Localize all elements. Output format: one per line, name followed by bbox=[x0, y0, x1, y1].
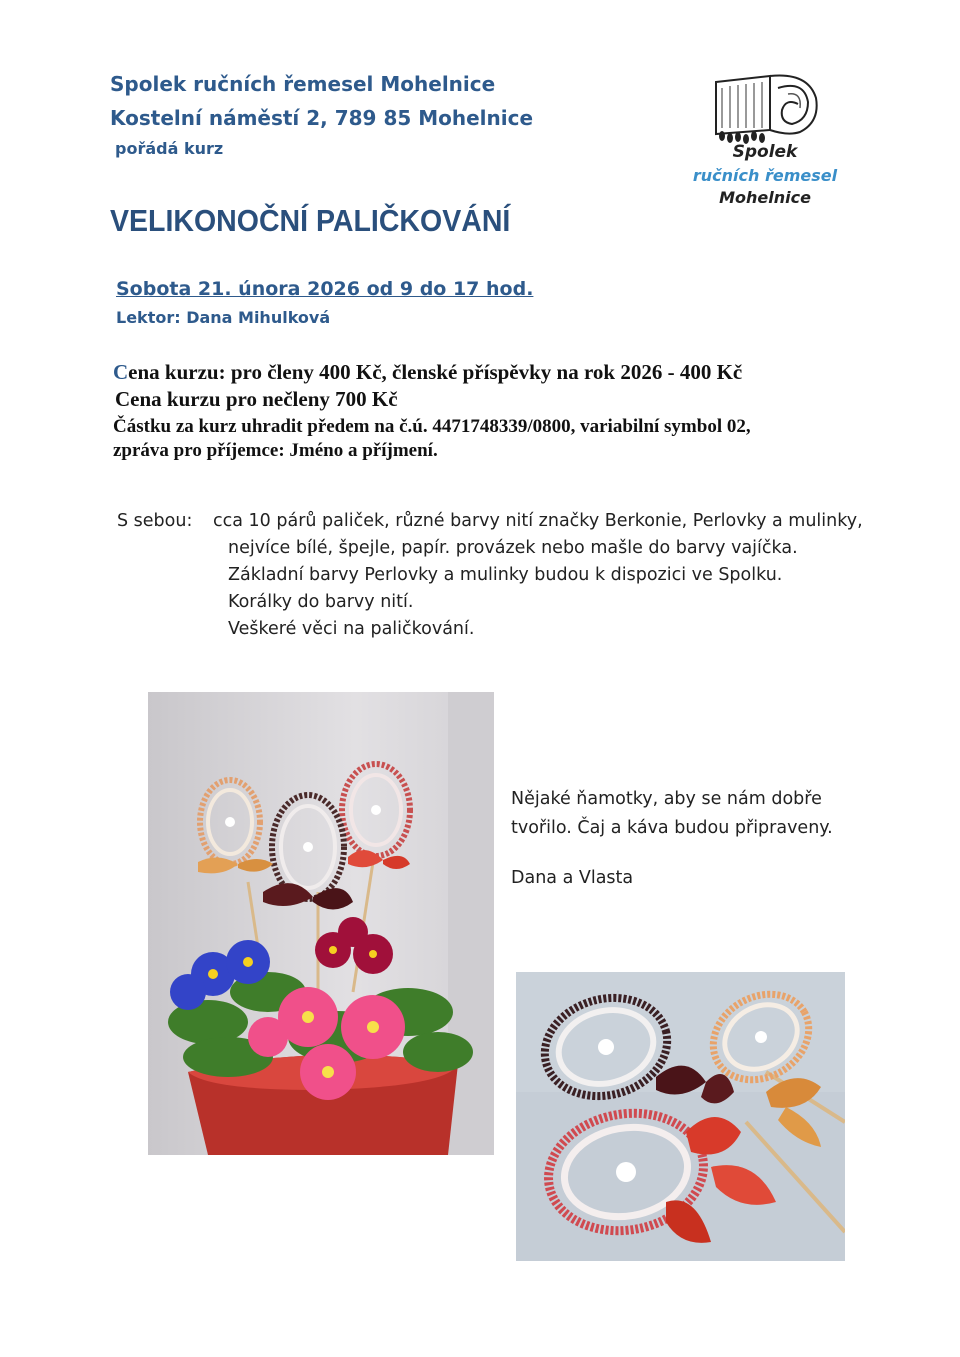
price-non-members: Cena kurzu pro nečleny 700 Kč bbox=[115, 387, 398, 411]
price-members-initial: C bbox=[113, 360, 129, 384]
price-members-text: ena kurzu: pro členy 400 Kč, členské příspěvky na rok 2026 - 400 Kč bbox=[128, 360, 743, 384]
bring-line-1: cca 10 párů paliček, různé barvy nití značky Berkonie, Perlovky a mulinky, bbox=[213, 511, 863, 531]
price-members bbox=[113, 360, 742, 385]
payment-message: zpráva pro příjemce: Jméno a příjmení. bbox=[113, 440, 438, 461]
logo-line2: ručních řemesel bbox=[692, 166, 838, 185]
bring-line-5: Veškeré věci na paličkování. bbox=[228, 619, 475, 639]
note-line-1: Nějaké ňamotky, aby se nám dobře bbox=[511, 789, 822, 809]
logo-line3: Mohelnice bbox=[719, 188, 811, 207]
course-title: VELIKONOČNÍ PALIČKOVÁNÍ bbox=[110, 203, 511, 238]
org-name: Spolek ručních řemesel Mohelnice bbox=[110, 72, 496, 96]
note-signature: Dana a Vlasta bbox=[511, 868, 634, 888]
bring-line-2: nejvíce bílé, špejle, papír. provázek nebo mašle do barvy vajíčka. bbox=[228, 538, 798, 558]
payment-instructions: Částku za kurz uhradit předem na č.ú. 4471748339/0800, variabilní symbol 02, bbox=[113, 416, 751, 437]
bring-line-3: Základní barvy Perlovky a mulinky budou k dispozici ve Spolku. bbox=[228, 565, 783, 585]
logo-line1: Spolek bbox=[732, 142, 798, 162]
bring-label: S sebou: bbox=[117, 511, 193, 531]
photo-lace-eggs bbox=[516, 972, 845, 1261]
bring-line-4: Korálky do barvy nití. bbox=[228, 592, 414, 612]
photo-flower-pot bbox=[148, 692, 494, 1155]
lace-pillow-icon bbox=[708, 70, 828, 148]
organizes-text: pořádá kurz bbox=[115, 139, 224, 158]
org-address: Kostelní náměstí 2, 789 85 Mohelnice bbox=[110, 106, 534, 130]
logo bbox=[680, 70, 850, 210]
course-date: Sobota 21. února 2026 od 9 do 17 hod. bbox=[116, 278, 534, 300]
course-lector: Lektor: Dana Mihulková bbox=[116, 308, 331, 327]
note-line-2: tvořilo. Čaj a káva budou připraveny. bbox=[511, 818, 833, 838]
